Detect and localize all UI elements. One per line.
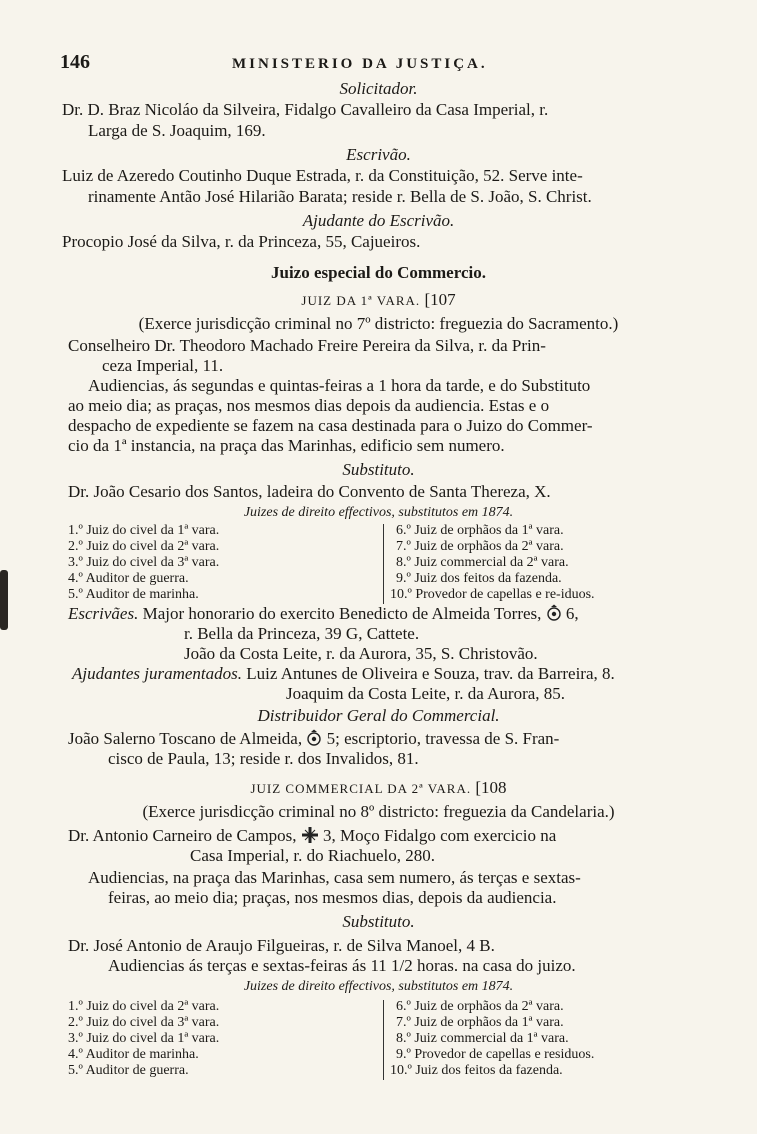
vara2-substituto: Dr. José Antonio de Araujo Filgueiras, r. de Silva Manoel, 4 B.	[68, 936, 495, 955]
vara1-heading: JUIZ DA 1ª VARA.	[301, 293, 421, 308]
vara2-substituto-heading: Substituto.	[342, 912, 415, 931]
ink-mark	[0, 570, 8, 630]
vara2-heading-line	[0, 778, 757, 799]
vara1-audiencias: cio da 1ª instancia, na praça das Marinhas, edificio sem numero.	[68, 436, 505, 455]
vara2-list-heading: Juizes de direito effectivos, substitutos em 1874.	[243, 979, 514, 994]
ajudantes-label: Ajudantes juramentados.	[72, 664, 242, 683]
list-item: 10.º Provedor de capellas e re-iduos.	[390, 587, 595, 602]
vara1-ref: [107	[424, 290, 456, 309]
page-number: 146	[60, 51, 90, 73]
vara1-audiencias: ao meio dia; as praças, nos mesmos dias depois da audiencia. Estas e o	[68, 396, 550, 415]
section-heading-escrivao: Escrivão.	[346, 145, 411, 164]
escrivaes-text: Major honorario do exercito Benedicto de Almeida Torres,	[142, 604, 542, 623]
solicitador-line: Larga de S. Joaquim, 169.	[88, 121, 266, 140]
vara1-judge: ceza Imperial, 11.	[102, 356, 224, 375]
list-item: 7.º Juiz de orphãos da 2ª vara.	[396, 539, 564, 554]
distribuidor-line: cisco de Paula, 13; reside r. dos Invalidos, 81.	[108, 749, 419, 768]
vara1-audiencias: Audiencias, ás segundas e quintas-feiras a 1 hora da tarde, e do Substituto	[88, 376, 591, 395]
escrivao-line: Luiz de Azeredo Coutinho Duque Estrada, r. da Constituição, 52. Serve inte-	[62, 166, 583, 185]
column-divider	[383, 1000, 384, 1080]
distribuidor-heading: Distribuidor Geral do Commercial.	[257, 706, 500, 725]
ajudantes-text: Luiz Antunes de Oliveira e Souza, trav. da Barreira, 8.	[246, 664, 615, 683]
list-item: 6.º Juiz de orphãos da 2ª vara.	[396, 999, 564, 1014]
vara2-substituto-aud: Audiencias ás terças e sextas-feiras ás 11 1/2 horas. na casa do juizo.	[108, 956, 576, 975]
list-item: 5.º Auditor de guerra.	[68, 1063, 189, 1078]
escrivaes-label: Escrivães.	[68, 604, 139, 623]
list-item: 9.º Provedor de capellas e residuos.	[396, 1047, 595, 1062]
list-item: 3.º Juiz do civel da 3ª vara.	[68, 555, 220, 570]
list-item: 1.º Juiz do civel da 1ª vara.	[68, 523, 220, 538]
vara2-judge-title: 3, Moço Fidalgo com exercicio na	[323, 826, 557, 845]
juizo-title: Juizo especial do Commercio.	[271, 263, 486, 282]
vara1-audiencias: despacho de expediente se fazem na casa destinada para o Juizo do Commer-	[68, 416, 593, 435]
vara2-audiencias: feiras, ao meio dia; praças, nos mesmos dias, depois da audiencia.	[108, 888, 557, 907]
vara1-escrivaes-line: r. Bella da Princeza, 39 G, Cattete.	[184, 624, 420, 643]
vara1-ajudantes-line: Joaquim da Costa Leite, r. da Aurora, 85.	[286, 684, 566, 703]
list-item: 9.º Juiz dos feitos da fazenda.	[396, 571, 562, 586]
vara1-ajudantes	[72, 664, 615, 684]
vara2-heading: JUIZ COMMERCIAL DA 2ª VARA.	[250, 781, 472, 796]
escrivao-line: rinamente Antão José Hilarião Barata; reside r. Bella de S. João, S. Christ.	[88, 187, 592, 206]
list-item: 2.º Juiz do civel da 2ª vara.	[68, 539, 220, 554]
vara1-escrivaes-line: João da Costa Leite, r. da Aurora, 35, S. Christovão.	[184, 644, 538, 663]
list-item: 6.º Juiz de orphãos da 1ª vara.	[396, 523, 564, 538]
vara2-note: (Exerce jurisdicção criminal no 8º districto: freguezia da Candelaria.)	[142, 802, 615, 821]
distribuidor-address: 5; escriptorio, travessa de S. Fran-	[326, 729, 560, 748]
vara1-heading-line	[0, 290, 757, 311]
column-divider	[383, 524, 384, 604]
section-heading-ajudante: Ajudante do Escrivão.	[302, 211, 455, 230]
vara2-judge-name: Dr. Antonio Carneiro de Campos,	[68, 826, 297, 845]
vara1-list-heading: Juizes de direito effectivos, substitutos em 1874.	[243, 505, 514, 520]
rose-order-icon	[546, 604, 562, 627]
list-item: 1.º Juiz do civel da 2ª vara.	[68, 999, 220, 1014]
list-item: 10.º Juiz dos feitos da fazenda.	[390, 1063, 563, 1078]
vara2-ref: [108	[475, 778, 507, 797]
list-item: 5.º Auditor de marinha.	[68, 587, 199, 602]
list-item: 4.º Auditor de marinha.	[68, 1047, 199, 1062]
solicitador-line: Dr. D. Braz Nicoláo da Silveira, Fidalgo Cavalleiro da Casa Imperial, r.	[62, 100, 549, 119]
list-item: 2.º Juiz do civel da 3ª vara.	[68, 1015, 220, 1030]
running-title: MINISTERIO DA JUSTIÇA.	[232, 56, 488, 72]
vara1-judge: Conselheiro Dr. Theodoro Machado Freire Pereira da Silva, r. da Prin-	[68, 336, 546, 355]
vara1-note: (Exerce jurisdicção criminal no 7º districto: freguezia do Sacramento.)	[138, 314, 619, 333]
list-item: 8.º Juiz commercial da 1ª vara.	[396, 1031, 569, 1046]
vara1-substituto-heading: Substituto.	[342, 460, 415, 479]
vara2-audiencias: Audiencias, na praça das Marinhas, casa sem numero, ás terças e sextas-	[88, 868, 581, 887]
escrivaes-number: 6,	[565, 604, 579, 623]
list-item: 7.º Juiz de orphãos da 1ª vara.	[396, 1015, 564, 1030]
distribuidor-name: João Salerno Toscano de Almeida,	[68, 729, 303, 748]
vara2-judge-address: Casa Imperial, r. do Riachuelo, 280.	[190, 846, 436, 865]
ajudante-line: Procopio José da Silva, r. da Princeza, 55, Cajueiros.	[62, 232, 421, 251]
vara1-substituto: Dr. João Cesario dos Santos, ladeira do Convento de Santa Thereza, X.	[68, 482, 551, 501]
list-item: 4.º Auditor de guerra.	[68, 571, 189, 586]
section-heading-solicitador: Solicitador.	[339, 79, 418, 98]
list-item: 3.º Juiz do civel da 1ª vara.	[68, 1031, 220, 1046]
list-item: 8.º Juiz commercial da 2ª vara.	[396, 555, 569, 570]
